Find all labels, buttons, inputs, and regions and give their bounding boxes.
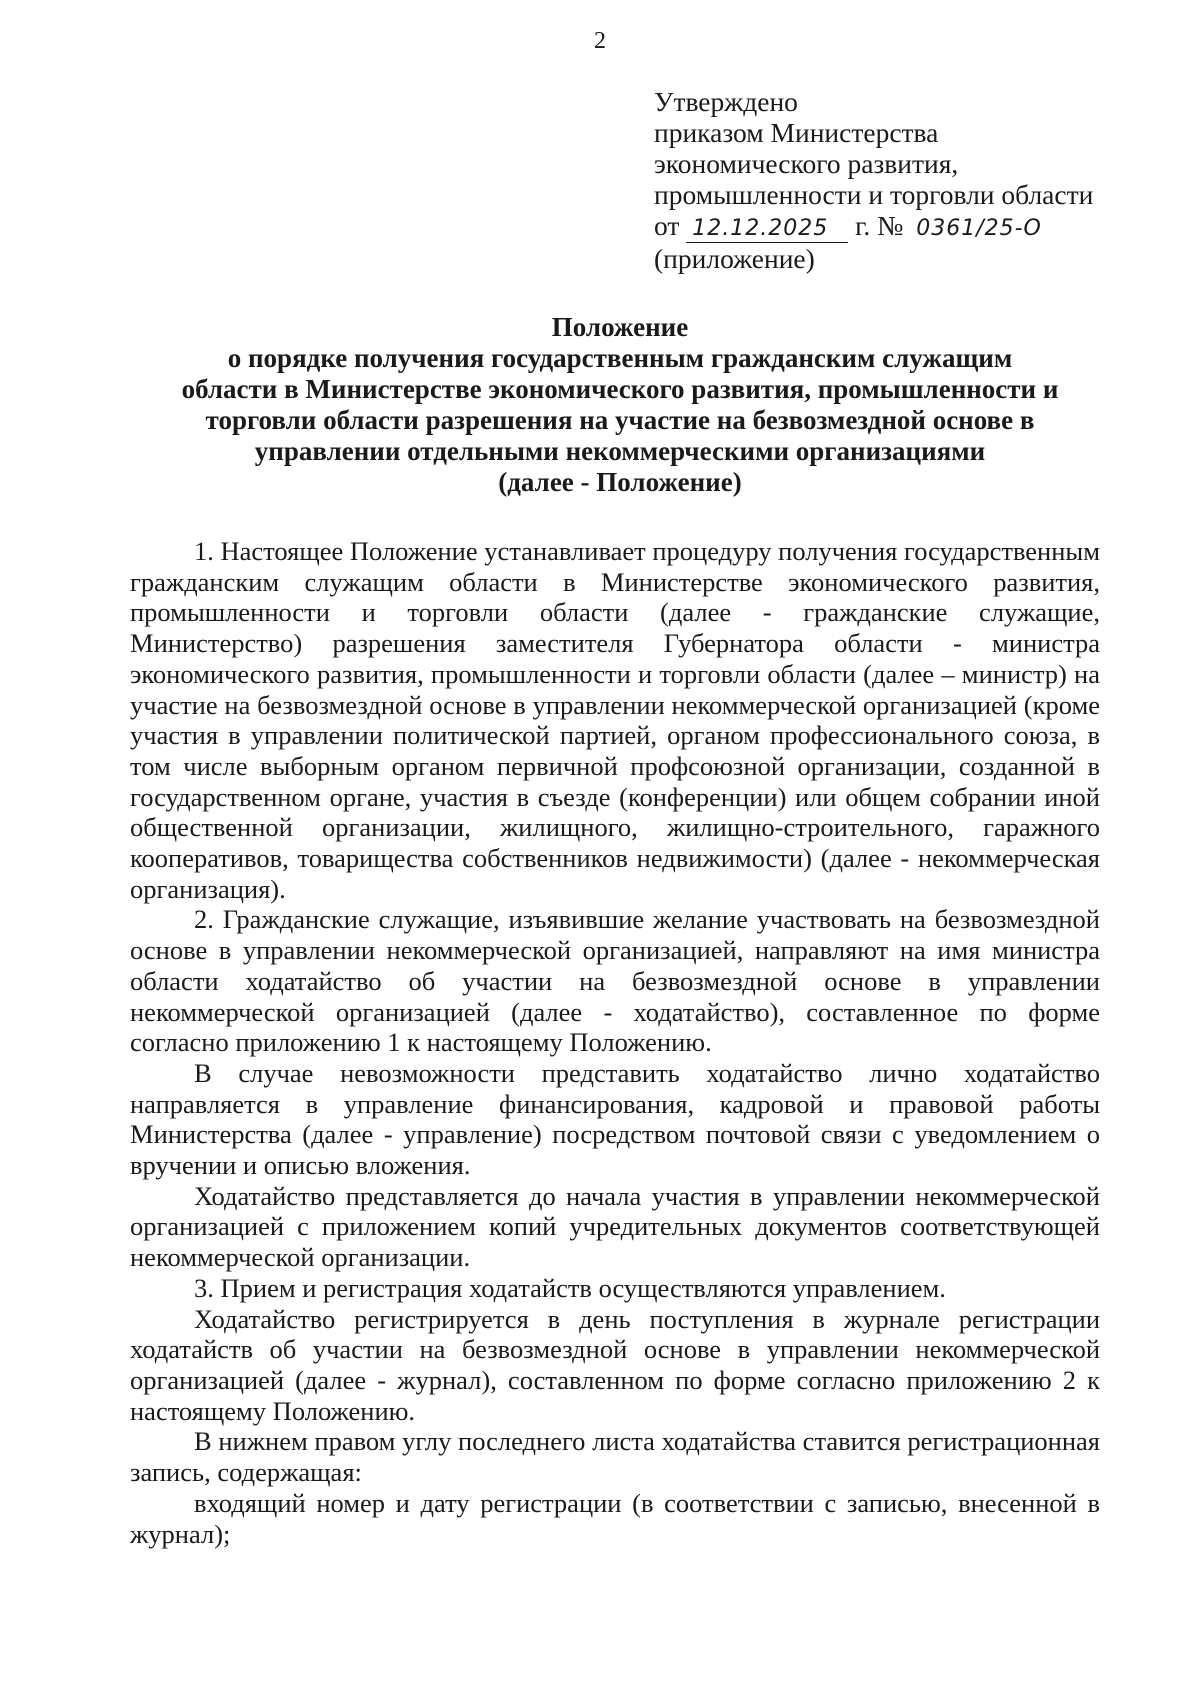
paragraph: Ходатайство представляется до начала участия в управлении некоммерческой организацией с приложением копий учредительных документов соответствующей некоммерческой организации.	[130, 1180, 1100, 1273]
title-line: Положение	[551, 312, 689, 342]
approval-date-line	[654, 210, 1154, 243]
paragraph: 3. Прием и регистрация ходатайств осуществляются управлением.	[194, 1272, 946, 1303]
paragraph: входящий номер и дату регистрации (в соответствии с записью, внесенной в журнал);	[130, 1487, 1100, 1549]
title-line: (далее - Положение)	[498, 467, 742, 497]
approval-line: (приложение)	[654, 243, 815, 274]
title-line: о порядке получения государственным гражданским служащим	[227, 343, 1013, 373]
title-line: управлении отдельными некоммерческими организациями	[254, 436, 986, 466]
page-number: 2	[594, 28, 606, 54]
title-line: области в Министерстве экономического развития, промышленности и	[181, 374, 1059, 404]
handwritten-order-number: 0361/25-О	[916, 216, 1042, 241]
date-prefix: от	[654, 210, 680, 241]
document-title	[150, 312, 1090, 498]
document-body	[130, 536, 1100, 1549]
paragraph: 1. Настоящее Положение устанавливает процедуру получения государственным гражданским служащим области в Министерстве экономического развития, промышленности и торговли области (далее - гражданские служащие, Министерство) разрешения заместителя Губернатора области - министра экономического развития, промышленности и торговли области (далее – министр) на участие на безвозмездной основе в управлении некоммерческой организацией (кроме участия в управлении политической партией, органом профессионального союза, в том числе выборным органом первичной профсоюзной организации, созданной в государственном органе, участия в съезде (конференции) или общем собрании иной общественной организации, жилищного, жилищно-строительного, гаражного кооперативов, товарищества собственников недвижимости) (далее - некоммерческая организация).	[130, 536, 1100, 904]
paragraph: Ходатайство регистрируется в день поступления в журнале регистрации ходатайств об участии на безвозмездной основе в управлении некоммерческой организацией (далее - журнал), составленном по форме согласно приложению 2 к настоящему Положению.	[130, 1303, 1100, 1426]
approval-line: Утверждено	[654, 86, 798, 117]
year-number-label: г. №	[855, 210, 904, 241]
handwritten-date: 12.12.2025	[686, 216, 848, 243]
paragraph: 2. Гражданские служащие, изъявившие желание участвовать на безвозмездной основе в управлении некоммерческой организацией, направляют на имя министра области ходатайство об участии на безвозмездной основе в управлении некоммерческой организацией (далее - ходатайство), составленное по форме согласно приложению 1 к настоящему Положению.	[130, 904, 1100, 1058]
paragraph: В нижнем правом углу последнего листа ходатайства ставится регистрационная запись, содержащая:	[130, 1426, 1100, 1488]
approval-block	[654, 86, 1154, 274]
approval-line: приказом Министерства	[654, 117, 939, 148]
paragraph: В случае невозможности представить ходатайство лично ходатайство направляется в управление финансирования, кадровой и правовой работы Министерства (далее - управление) посредством почтовой связи с уведомлением о вручении и описью вложения.	[130, 1057, 1100, 1181]
title-line: торговли области разрешения на участие на безвозмездной основе в	[205, 405, 1035, 435]
approval-line: промышленности и торговли области	[654, 179, 1094, 210]
approval-line: экономического развития,	[654, 148, 959, 179]
